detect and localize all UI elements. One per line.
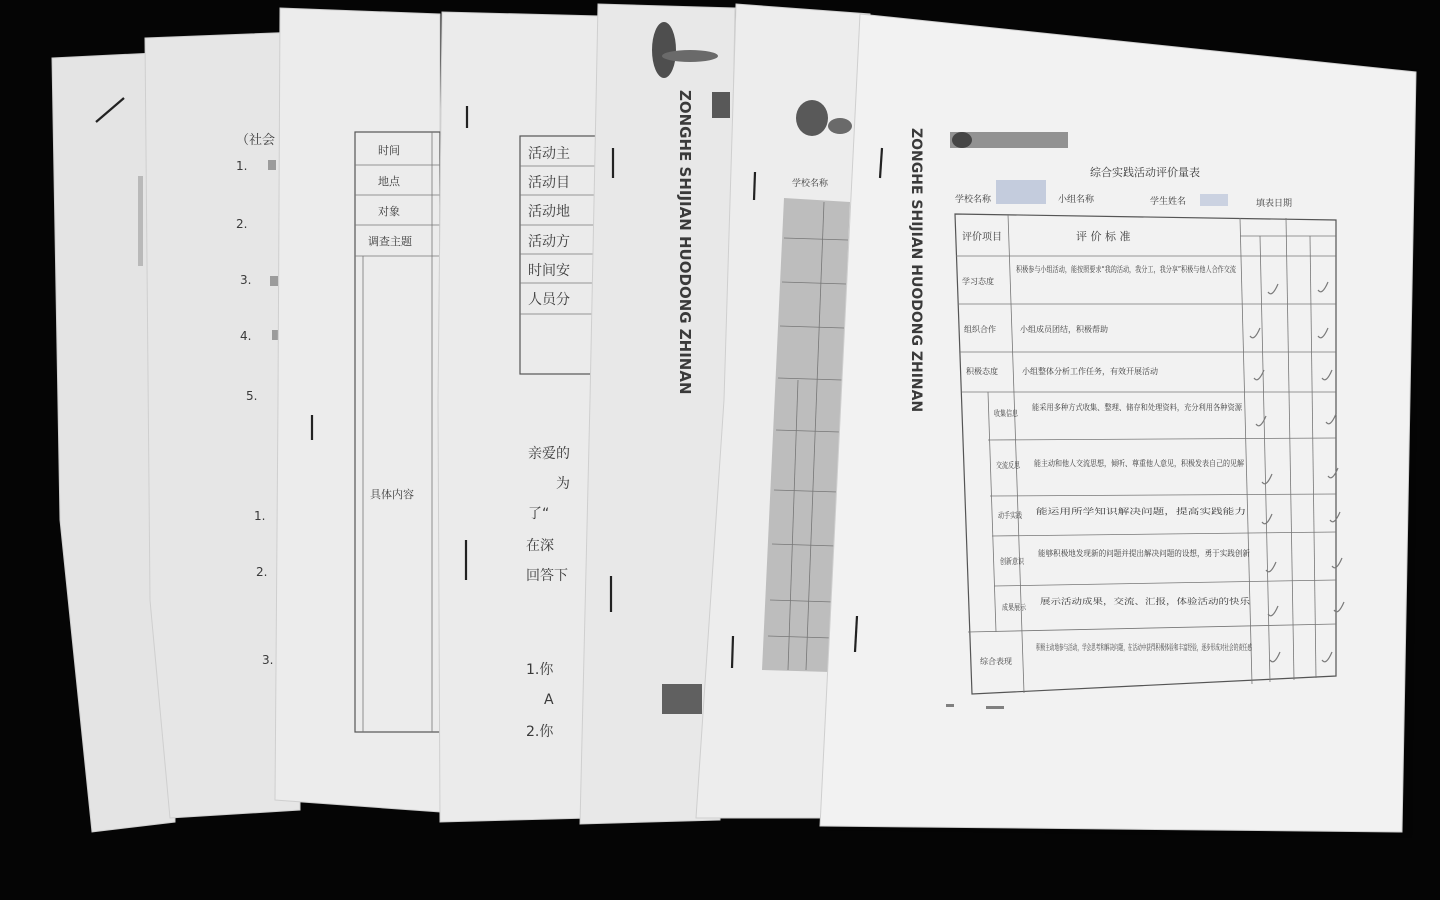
letter-line: 在深: [526, 538, 554, 554]
svg-text:填表日期: 填表日期: [1256, 199, 1293, 209]
letter-line: 亲爱的: [528, 446, 570, 462]
table-label-topic: 调查主题: [368, 235, 412, 248]
row-text: 小组整体分析工作任务，有效开展活动: [1022, 367, 1158, 376]
row-text: 积极主动地参与活动，学会思考和解决问题，在活动中获得积极体验和丰富经验，逐步形成对社会的责任感: [1036, 643, 1412, 652]
sheet-4: [438, 12, 600, 822]
row-text: 展示活动成果，交流、汇报，体验活动的快乐: [1040, 597, 1200, 606]
question-line: 1.你: [526, 662, 554, 678]
letter-line: 为: [556, 476, 570, 492]
row-item: 积极态度: [966, 367, 998, 376]
question-line: 2.你: [526, 724, 554, 740]
form-title: 综合实践活动评价量表: [1090, 166, 1200, 179]
row-text: 能主动和他人交流思想，倾听、尊重他人意见，积极发表自己的见解: [1034, 459, 1274, 468]
row-text: 小组成员团结，积极帮助: [1020, 325, 1108, 334]
table-label-content: 具体内容: [370, 488, 414, 501]
handwriting-blue: [1200, 194, 1228, 206]
vertical-title: ZONGHE SHIJIAN HUODONG ZHINAN: [676, 90, 694, 395]
sheet1-line: 1.: [254, 509, 266, 523]
letter-line: 回答下: [526, 568, 568, 584]
form-meta: 学校名称: [792, 179, 829, 189]
vertical-title: ZONGHE SHIJIAN HUODONG ZHINAN: [908, 128, 924, 413]
row-item: 动手实践: [998, 511, 1030, 520]
sheet-7-evaluation-form: [820, 14, 1420, 838]
row-item: 学习态度: [962, 277, 994, 286]
activity-row: 活动目: [528, 175, 570, 191]
svg-text:学生姓名: 学生姓名: [1150, 197, 1187, 207]
staple: [754, 172, 755, 200]
row-item: 收集信息: [994, 409, 1026, 418]
activity-row: 人员分: [528, 292, 570, 308]
sheet1-header: （社会: [236, 133, 276, 148]
staple: [732, 636, 733, 668]
table-label-time: 时间: [378, 144, 400, 157]
row-item: 组织合作: [964, 325, 996, 334]
row-item: 综合表现: [980, 657, 1012, 666]
activity-row: 活动地: [528, 204, 570, 220]
question-line: A: [544, 692, 554, 708]
form-logo: [950, 132, 1068, 148]
activity-row: 时间安: [528, 263, 570, 279]
table-label-place: 地点: [378, 175, 400, 188]
sheet1-line: 2.: [236, 217, 248, 231]
sheet1-line: 1.: [236, 159, 248, 173]
svg-text:学校名称: 学校名称: [955, 195, 992, 205]
row-text: 能运用所学知识解决问题，提高实践能力: [1036, 507, 1180, 516]
sheet1-line: 4.: [240, 329, 252, 343]
row-item: 创新意识: [1000, 557, 1032, 566]
row-item: 成果展示: [1002, 603, 1034, 612]
sheet1-line: 3.: [262, 653, 274, 667]
letter-line: 了“: [528, 506, 550, 522]
row-item: 交流反思: [996, 461, 1028, 470]
header-standard: 评 价 标 准: [1076, 230, 1131, 243]
header-item: 评价项目: [962, 232, 1002, 243]
row-text: 能采用多种方式收集、整理、储存和处理资料，充分利用各种资源: [1032, 403, 1264, 412]
handwriting-blue: [996, 180, 1046, 204]
sheet1-line: 5.: [246, 389, 258, 403]
table-label-target: 对象: [378, 205, 400, 218]
row-text: 积极参与小组活动，能按照要求“我的活动，我分工，我分享”积极与他人合作交流: [1016, 265, 1305, 274]
activity-row: 活动方: [528, 234, 570, 250]
row-text: 能够积极地发现新的问题并提出解决问题的设想，勇于实践创新: [1038, 549, 1262, 558]
svg-text:小组名称: 小组名称: [1058, 195, 1095, 205]
sheet-3: [275, 8, 440, 812]
activity-row: 活动主: [528, 146, 570, 162]
sheet1-line: 3.: [240, 273, 252, 287]
sheet1-line: 2.: [256, 565, 268, 579]
logo-decoration-bottom: [662, 684, 702, 714]
